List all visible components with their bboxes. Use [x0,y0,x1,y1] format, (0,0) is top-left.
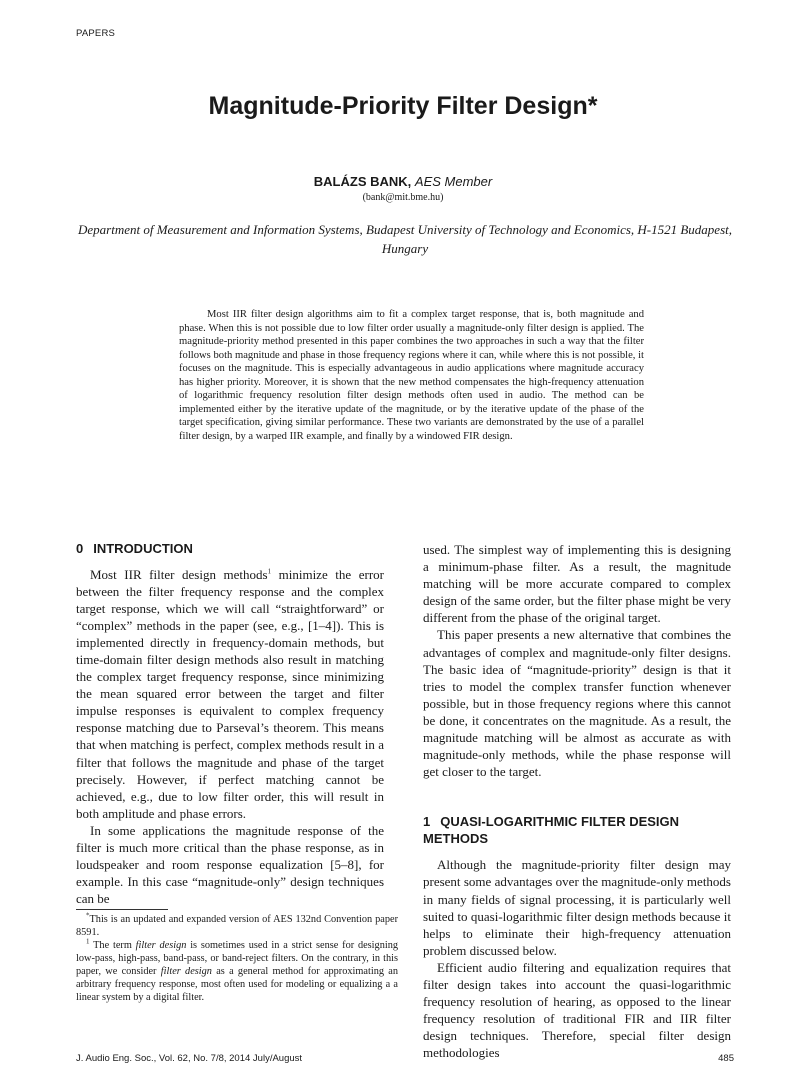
running-head: PAPERS [76,28,116,39]
footnote-star [76,913,398,939]
footnotes [76,913,398,1004]
intro-p1-text-cont: minimize the error between the filter frequency response and the complex target response, which we will call “straightforward” or “complex” methods in the paper (see, e.g., [1–4]). This is implemented directly in frequency-domain methods, but time-domain filter design methods also result in matching the complex target frequency response, since minimizing the mean squared error between the target and filter impulse responses is equivalent to complex frequency response matching due to Parseval’s theorem. This means that when matching is perfect, complex methods result in a filter that follows the magnitude and phase of the target precisely. However, if perfect matching cannot be achieved, e.g., due to low filter order, this will result in both amplitude and phase errors. [76,566,384,821]
affiliation: Department of Measurement and Information Systems, Budapest University of Technology and Economics, H-1521 Budapest, Hungary [78,222,732,256]
author-line [0,174,806,189]
intro-paragraph-2-continued: used. The simplest way of implementing this is designing a minimum-phase filter. As a result, the magnitude matching will be more accurate compared to complex design of the same order, but the filter phase might be very different from the phase of the original target. [423,542,731,626]
footer-page-number: 485 [718,1053,734,1064]
footnote-1-mark: 1 [86,937,90,946]
section-title: QUASI-LOGARITHMIC FILTER DESIGN METHODS [423,814,680,846]
footnote-1 [76,939,398,1004]
footnote-1-text-mid: is sometimes used in a strict sense for designing low-pass, high-pass, band-pass, or band-reject filters. On the contrary, in this paper, we consider [76,940,399,977]
section-heading-introduction [76,541,384,558]
right-column [423,541,731,1061]
footnote-star-text: This is an updated and expanded version of AES 132nd Convention paper 8591. [76,914,398,938]
author-membership: AES Member [414,174,493,189]
footnote-star-mark: * [86,911,90,920]
section-heading-quasi-logarithmic [423,814,731,847]
intro-paragraph-3: This paper presents a new alternative that combines the advantages of complex and magnitude-only filter designs. The basic idea of “magnitude-priority” design is that it tries to model the complex transfer function whenever possible, but in those frequency regions where this cannot be done, it concentrates on the magnitude. As a result, the magnitude matching will be almost as accurate as with magnitude-only methods, while the phase response will get closer to the target. [423,627,731,780]
intro-p1-text: Most IIR filter design methods [90,566,268,582]
footnote-1-term: filter design [135,940,187,951]
section-number: 1 [423,814,431,830]
paper-title: Magnitude-Priority Filter Design* [208,92,598,120]
intro-paragraph-1 [76,566,384,822]
intro-paragraph-2: In some applications the magnitude response of the filter is much more critical than the phase response, as in loudspeaker and room response equalization [5–8], for example. In this case “magnitude-only” design techniques can be [76,822,384,907]
footnote-divider [76,909,168,910]
section-number: 0 [76,541,84,556]
footnote-1-term-2: filter design [160,966,212,977]
abstract: Most IIR filter design algorithms aim to fit a complex target response, that is, both magnitude and phase. When this is not possible due to low filter order usually a magnitude-only filter design is applied. The magnitude-priority method presented in this paper combines the two approaches in such a way that the filter follows both magnitude and phase in those frequency regions where it can, while where this is not possible, it focuses on the magnitude. This is especially advantageous in audio applications where magnitude accuracy has higher priority. Moreover, it is shown that the new method compensates the high-frequency attenuation of logarithmic frequency resolution filter design methods often used in audio. The method can be implemented either by the iterative update of the magnitude, or by the iterative update of the phase of the target specification, giving similar performance. These two variants are demonstrated by the use of a parallel filter design, by a warped IIR example, and finally by a windowed FIR design. [179,309,644,442]
footer-journal-citation: J. Audio Eng. Soc., Vol. 62, No. 7/8, 2014 July/August [76,1053,303,1064]
section1-paragraph-1: Although the magnitude-priority filter design may present some advantages over the magnitude-only methods in many fields of signal processing, it is particularly well suited to quasi-logarithmic filter design methods because it helps to eliminate their high-frequency attenuation problem discussed below. [423,857,731,958]
author-name: BALÁZS BANK, [313,174,412,189]
footnote-1-text: The term [93,940,136,951]
section-title: INTRODUCTION [93,541,193,556]
footnote-ref-1: 1 [267,567,272,576]
left-column [76,541,384,907]
author-email: (bank@mit.bme.hu) [362,192,444,203]
section1-paragraph-2: Efficient audio filtering and equalization requires that filter design takes into account the quasi-logarithmic frequency resolution of hearing, as opposed to the linear frequency resolution of traditional FIR and IIR filter design techniques. Therefore, special filter design methodologies [423,959,731,1061]
footnote-1-text-end: as a general method for approximating an arbitrary frequency response, most often used for modeling or equalizing a a linear system by a digital filter. [76,966,398,1003]
